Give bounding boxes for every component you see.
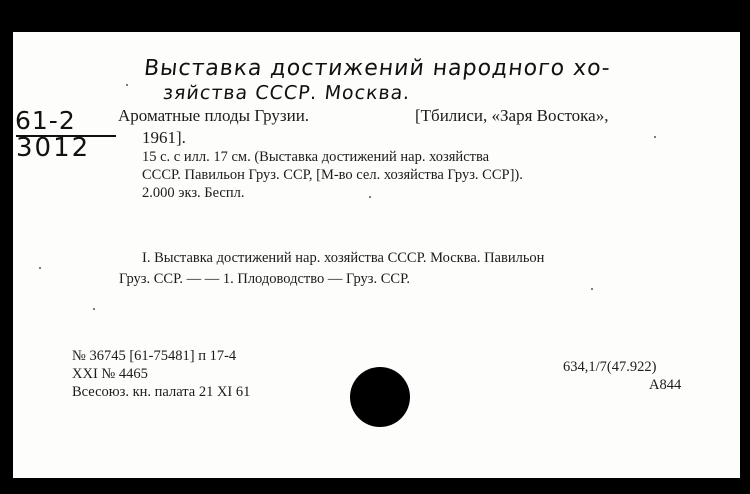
entry-description-line1: 15 с. с илл. 17 см. (Выставка достижений нар. хозяйства: [142, 149, 490, 165]
speck: [126, 84, 128, 86]
handwritten-code-bottom: 3012: [16, 133, 91, 163]
footer-registration-number: № 36745 [61-75481] п 17-4: [72, 348, 237, 364]
entry-title: Ароматные плоды Грузии.: [118, 106, 310, 125]
speck: [591, 288, 593, 290]
subject-heading-line2: Груз. ССР. — — 1. Плодоводство — Груз. ССР.: [119, 271, 410, 287]
footer-chamber: Всесоюз. кн. палата 21 XI 61: [72, 384, 251, 400]
handwritten-code-top: 61-2: [15, 106, 76, 135]
speck: [39, 267, 41, 269]
speck: [654, 136, 656, 138]
footer-classification: 634,1/7(47.922): [563, 359, 657, 375]
speck: [369, 196, 371, 198]
punch-hole: [350, 367, 410, 427]
handwritten-heading-line1: Выставка достижений народного хо-: [142, 56, 612, 81]
speck: [93, 308, 95, 310]
entry-description-line3: 2.000 экз. Беспл.: [142, 185, 245, 201]
entry-imprint: [Тбилиси, «Заря Востока»,: [415, 106, 609, 125]
subject-heading-line1: I. Выставка достижений нар. хозяйства СССР. Москва. Павильон: [142, 250, 545, 266]
footer-order-number: XXI № 4465: [72, 366, 148, 382]
entry-year: 1961].: [142, 128, 186, 147]
entry-description-line2: СССР. Павильон Груз. ССР, [М-во сел. хозяйства Груз. ССР]).: [142, 167, 523, 183]
footer-author-mark: А844: [649, 377, 682, 393]
handwritten-heading-line2: зяйства СССР. Москва.: [161, 82, 412, 104]
catalog-card: [13, 32, 740, 478]
